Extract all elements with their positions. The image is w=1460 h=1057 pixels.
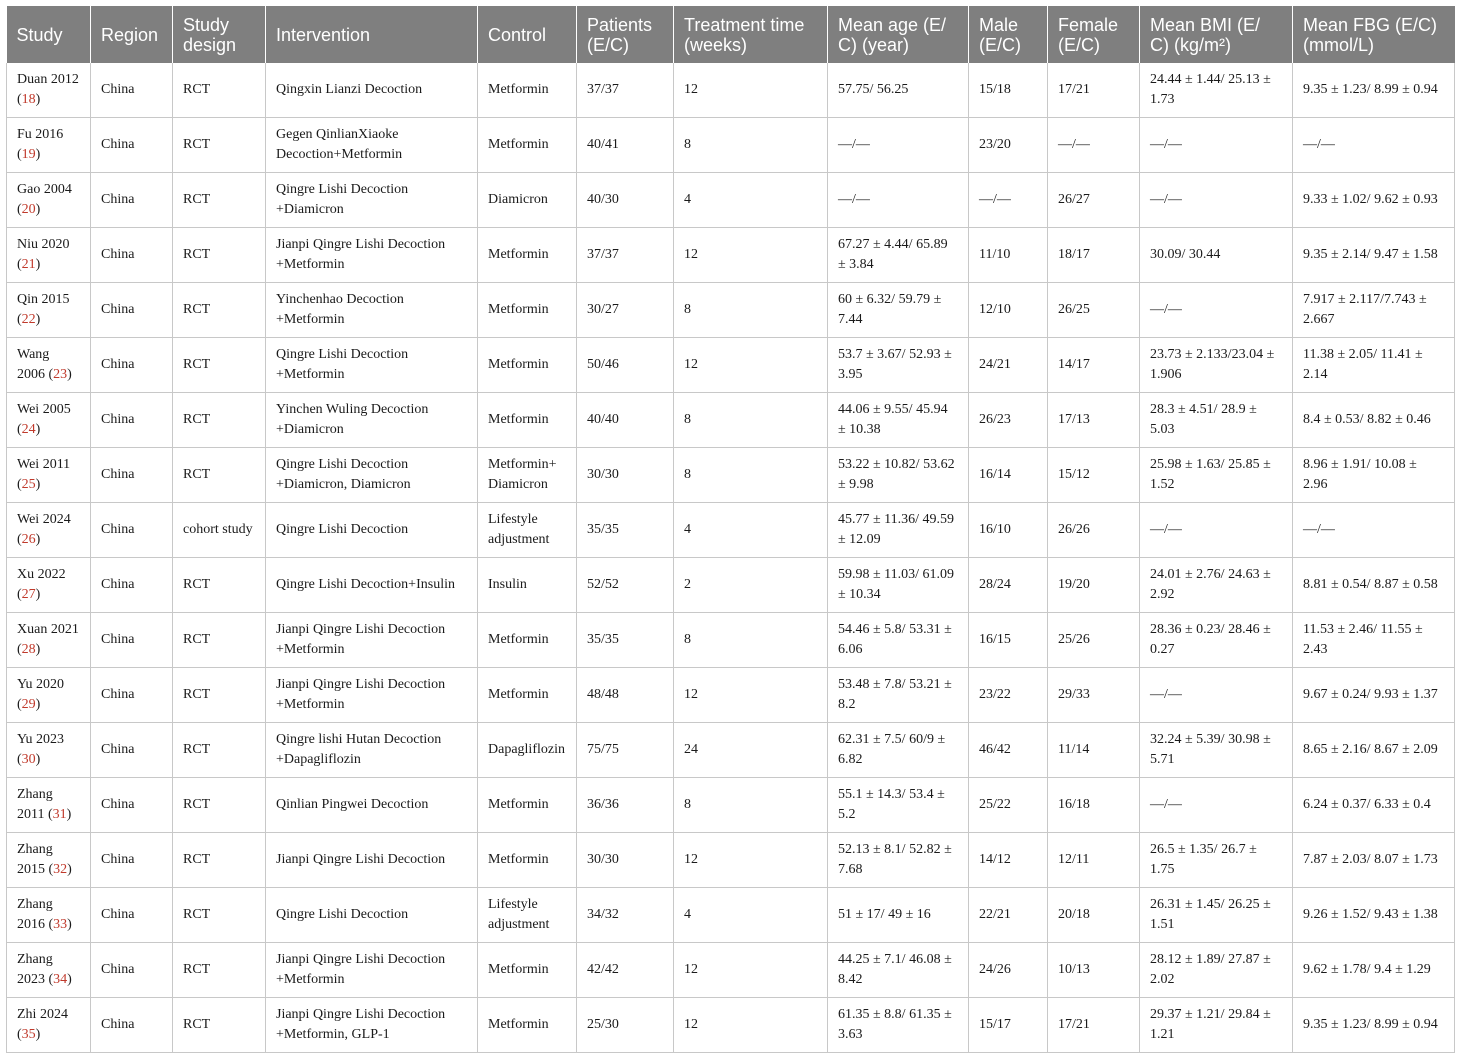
cell-age: 61.35 ± 8.8/ 61.35 ± 3.63 — [828, 998, 969, 1053]
reference-link[interactable]: 25 — [21, 477, 36, 492]
cell-control: Metformin — [478, 998, 577, 1053]
cell-design: RCT — [173, 668, 266, 723]
table-row — [7, 998, 1455, 1053]
reference-link[interactable]: 26 — [21, 532, 36, 547]
cell-bmi: 26.5 ± 1.35/ 26.7 ± 1.75 — [1140, 833, 1293, 888]
cell-bmi: —/— — [1140, 778, 1293, 833]
cell-bmi: —/— — [1140, 283, 1293, 338]
study-name: Xu 2022 — [17, 567, 66, 582]
cell-fbg: 7.917 ± 2.117/7.743 ± 2.667 — [1293, 283, 1455, 338]
cell-design: RCT — [173, 338, 266, 393]
cell-fbg: 8.4 ± 0.53/ 8.82 ± 0.46 — [1293, 393, 1455, 448]
cell-female: 26/26 — [1048, 503, 1140, 558]
table-row — [7, 778, 1455, 833]
cell-male: 12/10 — [969, 283, 1048, 338]
cell-age: 55.1 ± 14.3/ 53.4 ± 5.2 — [828, 778, 969, 833]
cell-male: 23/22 — [969, 668, 1048, 723]
reference-link[interactable]: 20 — [21, 202, 36, 217]
cell-bmi: 28.12 ± 1.89/ 27.87 ± 2.02 — [1140, 943, 1293, 998]
cell-male: —/— — [969, 173, 1048, 228]
cell-patients: 48/48 — [577, 668, 674, 723]
cell-female: 16/18 — [1048, 778, 1140, 833]
cell-study: Wei 2005 (24) — [7, 393, 91, 448]
cell-patients: 36/36 — [577, 778, 674, 833]
study-name: Wei 2024 — [17, 512, 71, 527]
cell-fbg: 6.24 ± 0.37/ 6.33 ± 0.4 — [1293, 778, 1455, 833]
column-header: Control — [478, 6, 577, 63]
cell-bmi: —/— — [1140, 668, 1293, 723]
study-name: Zhang 2023 — [17, 952, 53, 987]
cell-study: Wang 2006 (23) — [7, 338, 91, 393]
cell-weeks: 4 — [674, 888, 828, 943]
cell-weeks: 24 — [674, 723, 828, 778]
cell-female: 17/21 — [1048, 63, 1140, 118]
table-row — [7, 283, 1455, 338]
cell-bmi: 24.01 ± 2.76/ 24.63 ± 2.92 — [1140, 558, 1293, 613]
cell-region: China — [91, 998, 173, 1053]
table-header — [7, 6, 1455, 63]
cell-male: 16/10 — [969, 503, 1048, 558]
study-name: Zhang 2011 — [17, 787, 53, 822]
cell-weeks: 12 — [674, 998, 828, 1053]
cell-bmi: —/— — [1140, 173, 1293, 228]
cell-fbg: 9.62 ± 1.78/ 9.4 ± 1.29 — [1293, 943, 1455, 998]
cell-design: RCT — [173, 778, 266, 833]
table-row — [7, 943, 1455, 998]
cell-region: China — [91, 448, 173, 503]
cell-study: Fu 2016 (19) — [7, 118, 91, 173]
study-name: Yu 2020 — [17, 677, 65, 692]
table-row — [7, 503, 1455, 558]
study-name: Zhang 2016 — [17, 897, 53, 932]
study-characteristics-table — [6, 6, 1455, 1053]
cell-control: Insulin — [478, 558, 577, 613]
cell-patients: 30/27 — [577, 283, 674, 338]
cell-study: Xuan 2021 (28) — [7, 613, 91, 668]
study-name: Fu 2016 — [17, 127, 64, 142]
column-header: Treatment time (weeks) — [674, 6, 828, 63]
cell-female: 26/27 — [1048, 173, 1140, 228]
cell-patients: 34/32 — [577, 888, 674, 943]
cell-bmi: 25.98 ± 1.63/ 25.85 ± 1.52 — [1140, 448, 1293, 503]
column-header: Mean age (E/ C) (year) — [828, 6, 969, 63]
cell-control: Diamicron — [478, 173, 577, 228]
table-row — [7, 173, 1455, 228]
cell-intervention: Qingre lishi Hutan Decoction +Dapagliflozin — [266, 723, 478, 778]
cell-intervention: Qingre Lishi Decoction +Diamicron, Diamicron — [266, 448, 478, 503]
cell-study: Yu 2020 (29) — [7, 668, 91, 723]
cell-control: Metformin — [478, 613, 577, 668]
study-name: Zhang 2015 — [17, 842, 53, 877]
cell-male: 22/21 — [969, 888, 1048, 943]
cell-male: 15/18 — [969, 63, 1048, 118]
reference-link[interactable]: 18 — [21, 92, 36, 107]
cell-region: China — [91, 943, 173, 998]
cell-control: Metformin — [478, 393, 577, 448]
cell-fbg: —/— — [1293, 118, 1455, 173]
cell-female: 18/17 — [1048, 228, 1140, 283]
cell-patients: 30/30 — [577, 448, 674, 503]
study-name: Niu 2020 — [17, 237, 70, 252]
cell-region: China — [91, 833, 173, 888]
reference-link[interactable]: 22 — [21, 312, 36, 327]
cell-intervention: Qingre Lishi Decoction +Metformin — [266, 338, 478, 393]
study-name: Gao 2004 — [17, 182, 72, 197]
study-name: Wei 2005 — [17, 402, 71, 417]
cell-female: 14/17 — [1048, 338, 1140, 393]
cell-patients: 30/30 — [577, 833, 674, 888]
column-header: Study — [7, 6, 91, 63]
cell-study: Zhang 2015 (32) — [7, 833, 91, 888]
cell-region: China — [91, 283, 173, 338]
cell-age: 54.46 ± 5.8/ 53.31 ± 6.06 — [828, 613, 969, 668]
cell-patients: 40/30 — [577, 173, 674, 228]
cell-intervention: Qingre Lishi Decoction +Diamicron — [266, 173, 478, 228]
cell-fbg: 9.35 ± 2.14/ 9.47 ± 1.58 — [1293, 228, 1455, 283]
cell-study: Gao 2004 (20) — [7, 173, 91, 228]
cell-fbg: 8.81 ± 0.54/ 8.87 ± 0.58 — [1293, 558, 1455, 613]
study-name: Wang 2006 — [17, 347, 50, 382]
cell-weeks: 8 — [674, 118, 828, 173]
cell-design: RCT — [173, 228, 266, 283]
study-characteristics-table-container — [6, 6, 1454, 1053]
study-name: Wei 2011 — [17, 457, 71, 472]
cell-bmi: 29.37 ± 1.21/ 29.84 ± 1.21 — [1140, 998, 1293, 1053]
cell-intervention: Jianpi Qingre Lishi Decoction +Metformin, GLP-1 — [266, 998, 478, 1053]
cell-bmi: 23.73 ± 2.133/23.04 ± 1.906 — [1140, 338, 1293, 393]
table-row — [7, 558, 1455, 613]
column-header: Female (E/C) — [1048, 6, 1140, 63]
cell-weeks: 12 — [674, 338, 828, 393]
cell-control: Metformin — [478, 338, 577, 393]
cell-fbg: 9.33 ± 1.02/ 9.62 ± 0.93 — [1293, 173, 1455, 228]
cell-intervention: Jianpi Qingre Lishi Decoction — [266, 833, 478, 888]
cell-fbg: 9.35 ± 1.23/ 8.99 ± 0.94 — [1293, 63, 1455, 118]
cell-fbg: 9.35 ± 1.23/ 8.99 ± 0.94 — [1293, 998, 1455, 1053]
study-name: Qin 2015 — [17, 292, 70, 307]
cell-male: 28/24 — [969, 558, 1048, 613]
cell-age: 53.22 ± 10.82/ 53.62 ± 9.98 — [828, 448, 969, 503]
cell-patients: 35/35 — [577, 613, 674, 668]
cell-female: 25/26 — [1048, 613, 1140, 668]
cell-control: Dapagliflozin — [478, 723, 577, 778]
table-row — [7, 338, 1455, 393]
cell-fbg: 9.67 ± 0.24/ 9.93 ± 1.37 — [1293, 668, 1455, 723]
cell-design: cohort study — [173, 503, 266, 558]
cell-weeks: 12 — [674, 833, 828, 888]
cell-patients: 25/30 — [577, 998, 674, 1053]
cell-weeks: 12 — [674, 63, 828, 118]
reference-link[interactable]: 28 — [21, 642, 36, 657]
cell-region: China — [91, 668, 173, 723]
cell-patients: 42/42 — [577, 943, 674, 998]
table-row — [7, 613, 1455, 668]
cell-age: 62.31 ± 7.5/ 60/9 ± 6.82 — [828, 723, 969, 778]
cell-female: 17/21 — [1048, 998, 1140, 1053]
reference-link[interactable]: 19 — [21, 147, 36, 162]
column-header: Mean FBG (E/C) (mmol/L) — [1293, 6, 1455, 63]
cell-study: Zhang 2011 (31) — [7, 778, 91, 833]
cell-intervention: Qingre Lishi Decoction — [266, 503, 478, 558]
cell-design: RCT — [173, 118, 266, 173]
table-row — [7, 118, 1455, 173]
cell-male: 24/21 — [969, 338, 1048, 393]
cell-control: Metformin — [478, 228, 577, 283]
cell-design: RCT — [173, 998, 266, 1053]
cell-control: Metformin — [478, 778, 577, 833]
cell-age: 45.77 ± 11.36/ 49.59 ± 12.09 — [828, 503, 969, 558]
reference-link[interactable]: 34 — [53, 972, 68, 987]
cell-male: 24/26 — [969, 943, 1048, 998]
cell-control: Metformin — [478, 63, 577, 118]
cell-fbg: 8.96 ± 1.91/ 10.08 ± 2.96 — [1293, 448, 1455, 503]
column-header: Mean BMI (E/ C) (kg/m²) — [1140, 6, 1293, 63]
cell-patients: 40/41 — [577, 118, 674, 173]
cell-bmi: 24.44 ± 1.44/ 25.13 ± 1.73 — [1140, 63, 1293, 118]
cell-weeks: 8 — [674, 778, 828, 833]
cell-intervention: Jianpi Qingre Lishi Decoction +Metformin — [266, 613, 478, 668]
cell-age: —/— — [828, 118, 969, 173]
cell-female: —/— — [1048, 118, 1140, 173]
cell-female: 15/12 — [1048, 448, 1140, 503]
cell-weeks: 2 — [674, 558, 828, 613]
cell-intervention: Qingre Lishi Decoction — [266, 888, 478, 943]
cell-control: Lifestyle adjustment — [478, 888, 577, 943]
cell-weeks: 12 — [674, 943, 828, 998]
column-header: Male (E/C) — [969, 6, 1048, 63]
cell-age: 44.25 ± 7.1/ 46.08 ± 8.42 — [828, 943, 969, 998]
cell-age: 60 ± 6.32/ 59.79 ± 7.44 — [828, 283, 969, 338]
cell-design: RCT — [173, 888, 266, 943]
study-name: Xuan 2021 — [17, 622, 79, 637]
cell-design: RCT — [173, 283, 266, 338]
cell-design: RCT — [173, 833, 266, 888]
cell-weeks: 8 — [674, 613, 828, 668]
cell-female: 19/20 — [1048, 558, 1140, 613]
cell-control: Metformin — [478, 833, 577, 888]
cell-weeks: 8 — [674, 283, 828, 338]
cell-region: China — [91, 723, 173, 778]
cell-design: RCT — [173, 448, 266, 503]
cell-intervention: Qingxin Lianzi Decoction — [266, 63, 478, 118]
cell-control: Metformin — [478, 283, 577, 338]
cell-male: 46/42 — [969, 723, 1048, 778]
cell-design: RCT — [173, 393, 266, 448]
cell-design: RCT — [173, 943, 266, 998]
study-name: Yu 2023 — [17, 732, 65, 747]
cell-female: 29/33 — [1048, 668, 1140, 723]
cell-fbg: 9.26 ± 1.52/ 9.43 ± 1.38 — [1293, 888, 1455, 943]
cell-fbg: —/— — [1293, 503, 1455, 558]
cell-male: 16/14 — [969, 448, 1048, 503]
cell-weeks: 4 — [674, 503, 828, 558]
cell-weeks: 12 — [674, 228, 828, 283]
cell-study: Zhang 2016 (33) — [7, 888, 91, 943]
cell-patients: 75/75 — [577, 723, 674, 778]
cell-study: Zhi 2024 (35) — [7, 998, 91, 1053]
table-row — [7, 393, 1455, 448]
cell-weeks: 12 — [674, 668, 828, 723]
cell-female: 12/11 — [1048, 833, 1140, 888]
reference-link[interactable]: 35 — [21, 1027, 36, 1042]
cell-female: 20/18 — [1048, 888, 1140, 943]
reference-link[interactable]: 30 — [21, 752, 36, 767]
table-row — [7, 448, 1455, 503]
cell-fbg: 11.38 ± 2.05/ 11.41 ± 2.14 — [1293, 338, 1455, 393]
cell-weeks: 8 — [674, 393, 828, 448]
cell-age: 52.13 ± 8.1/ 52.82 ± 7.68 — [828, 833, 969, 888]
cell-male: 23/20 — [969, 118, 1048, 173]
table-row — [7, 668, 1455, 723]
reference-link[interactable]: 23 — [53, 367, 68, 382]
cell-patients: 37/37 — [577, 228, 674, 283]
cell-age: 53.48 ± 7.8/ 53.21 ± 8.2 — [828, 668, 969, 723]
cell-male: 25/22 — [969, 778, 1048, 833]
table-row — [7, 723, 1455, 778]
cell-weeks: 4 — [674, 173, 828, 228]
cell-study: Zhang 2023 (34) — [7, 943, 91, 998]
cell-age: 57.75/ 56.25 — [828, 63, 969, 118]
table-row — [7, 833, 1455, 888]
cell-design: RCT — [173, 558, 266, 613]
cell-region: China — [91, 118, 173, 173]
cell-study: Qin 2015 (22) — [7, 283, 91, 338]
cell-design: RCT — [173, 723, 266, 778]
cell-fbg: 8.65 ± 2.16/ 8.67 ± 2.09 — [1293, 723, 1455, 778]
cell-region: China — [91, 338, 173, 393]
cell-intervention: Yinchen Wuling Decoction +Diamicron — [266, 393, 478, 448]
cell-intervention: Jianpi Qingre Lishi Decoction +Metformin — [266, 668, 478, 723]
cell-region: China — [91, 503, 173, 558]
cell-weeks: 8 — [674, 448, 828, 503]
cell-design: RCT — [173, 173, 266, 228]
cell-age: 59.98 ± 11.03/ 61.09 ± 10.34 — [828, 558, 969, 613]
study-name: Duan 2012 — [17, 72, 79, 87]
cell-age: 44.06 ± 9.55/ 45.94 ± 10.38 — [828, 393, 969, 448]
cell-intervention: Gegen QinlianXiaoke Decoction+Metformin — [266, 118, 478, 173]
cell-patients: 50/46 — [577, 338, 674, 393]
reference-link[interactable]: 31 — [52, 807, 67, 822]
reference-link[interactable]: 21 — [21, 257, 36, 272]
cell-study: Duan 2012 (18) — [7, 63, 91, 118]
cell-intervention: Qinlian Pingwei Decoction — [266, 778, 478, 833]
cell-bmi: 32.24 ± 5.39/ 30.98 ± 5.71 — [1140, 723, 1293, 778]
table-row — [7, 888, 1455, 943]
column-header: Study design — [173, 6, 266, 63]
cell-design: RCT — [173, 63, 266, 118]
reference-link[interactable]: 27 — [21, 587, 36, 602]
cell-male: 11/10 — [969, 228, 1048, 283]
cell-female: 17/13 — [1048, 393, 1140, 448]
cell-age: —/— — [828, 173, 969, 228]
cell-female: 26/25 — [1048, 283, 1140, 338]
table-row — [7, 228, 1455, 283]
cell-region: China — [91, 558, 173, 613]
cell-bmi: —/— — [1140, 503, 1293, 558]
cell-design: RCT — [173, 613, 266, 668]
cell-control: Metformin+ Diamicron — [478, 448, 577, 503]
cell-intervention: Jianpi Qingre Lishi Decoction +Metformin — [266, 943, 478, 998]
cell-patients: 40/40 — [577, 393, 674, 448]
column-header: Region — [91, 6, 173, 63]
cell-intervention: Jianpi Qingre Lishi Decoction +Metformin — [266, 228, 478, 283]
header-row — [7, 6, 1455, 63]
cell-study: Niu 2020 (21) — [7, 228, 91, 283]
reference-link[interactable]: 29 — [21, 697, 36, 712]
cell-female: 11/14 — [1048, 723, 1140, 778]
reference-link[interactable]: 32 — [53, 862, 68, 877]
cell-male: 26/23 — [969, 393, 1048, 448]
cell-patients: 35/35 — [577, 503, 674, 558]
cell-study: Wei 2011 (25) — [7, 448, 91, 503]
cell-patients: 52/52 — [577, 558, 674, 613]
cell-control: Metformin — [478, 668, 577, 723]
cell-control: Metformin — [478, 943, 577, 998]
reference-link[interactable]: 33 — [53, 917, 68, 932]
cell-study: Xu 2022 (27) — [7, 558, 91, 613]
cell-region: China — [91, 173, 173, 228]
cell-female: 10/13 — [1048, 943, 1140, 998]
cell-age: 51 ± 17/ 49 ± 16 — [828, 888, 969, 943]
cell-intervention: Qingre Lishi Decoction+Insulin — [266, 558, 478, 613]
cell-region: China — [91, 888, 173, 943]
cell-fbg: 7.87 ± 2.03/ 8.07 ± 1.73 — [1293, 833, 1455, 888]
cell-age: 67.27 ± 4.44/ 65.89 ± 3.84 — [828, 228, 969, 283]
cell-bmi: 28.36 ± 0.23/ 28.46 ± 0.27 — [1140, 613, 1293, 668]
cell-region: China — [91, 613, 173, 668]
cell-male: 16/15 — [969, 613, 1048, 668]
column-header: Patients (E/C) — [577, 6, 674, 63]
cell-age: 53.7 ± 3.67/ 52.93 ± 3.95 — [828, 338, 969, 393]
cell-region: China — [91, 778, 173, 833]
cell-bmi: 30.09/ 30.44 — [1140, 228, 1293, 283]
cell-bmi: 26.31 ± 1.45/ 26.25 ± 1.51 — [1140, 888, 1293, 943]
cell-bmi: —/— — [1140, 118, 1293, 173]
study-name: Zhi 2024 — [17, 1007, 68, 1022]
table-body — [7, 63, 1455, 1053]
cell-control: Metformin — [478, 118, 577, 173]
cell-region: China — [91, 228, 173, 283]
cell-study: Wei 2024 (26) — [7, 503, 91, 558]
column-header: Intervention — [266, 6, 478, 63]
reference-link[interactable]: 24 — [21, 422, 36, 437]
cell-intervention: Yinchenhao Decoction +Metformin — [266, 283, 478, 338]
cell-control: Lifestyle adjustment — [478, 503, 577, 558]
cell-bmi: 28.3 ± 4.51/ 28.9 ± 5.03 — [1140, 393, 1293, 448]
cell-male: 14/12 — [969, 833, 1048, 888]
cell-region: China — [91, 63, 173, 118]
cell-fbg: 11.53 ± 2.46/ 11.55 ± 2.43 — [1293, 613, 1455, 668]
cell-male: 15/17 — [969, 998, 1048, 1053]
cell-patients: 37/37 — [577, 63, 674, 118]
cell-region: China — [91, 393, 173, 448]
cell-study: Yu 2023 (30) — [7, 723, 91, 778]
table-row — [7, 63, 1455, 118]
